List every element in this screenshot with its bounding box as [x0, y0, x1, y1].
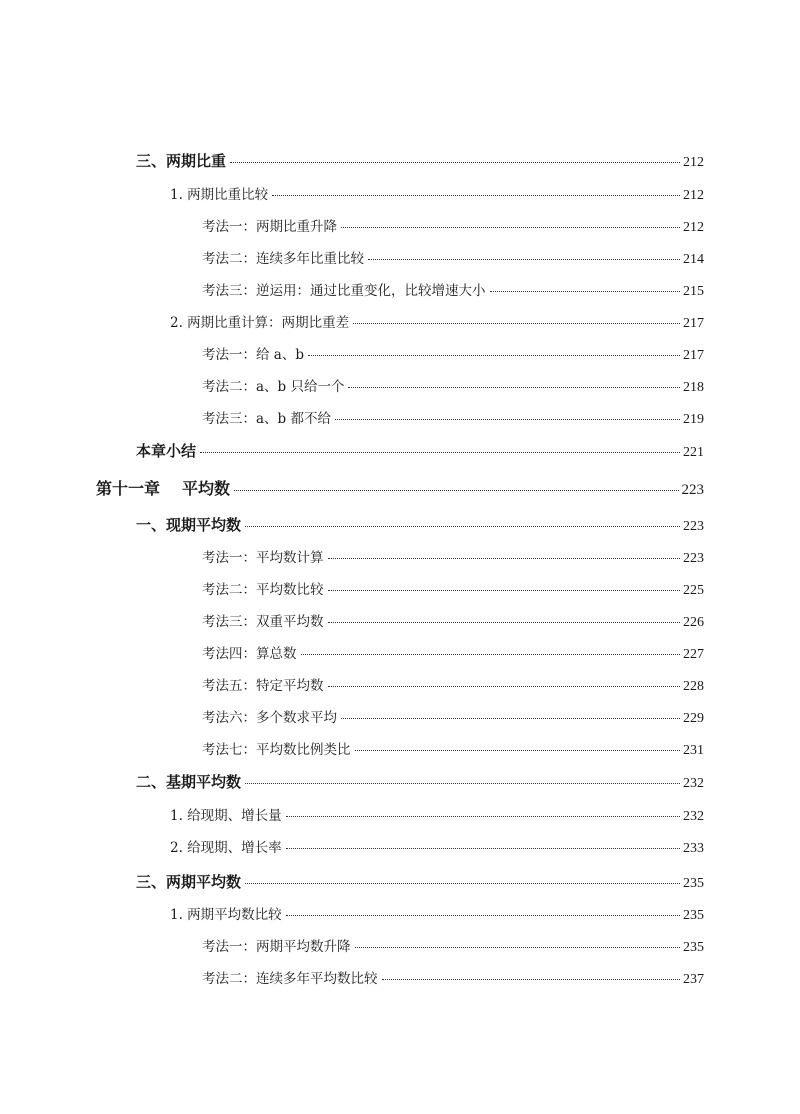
- toc-entry[interactable]: [170, 903, 704, 924]
- toc-entry[interactable]: [202, 642, 704, 663]
- toc-entry[interactable]: [202, 343, 704, 364]
- dot-leader: [355, 947, 681, 948]
- toc-entry[interactable]: [202, 674, 704, 695]
- toc-entry-label: 2. 两期比重计算：两期比重差: [170, 315, 350, 331]
- dot-leader: [490, 291, 681, 292]
- toc-entry-page: 215: [683, 284, 704, 299]
- dot-leader: [353, 323, 680, 324]
- toc-entry-page: 214: [683, 252, 704, 267]
- toc-entry-label: 考法一：平均数计算: [202, 550, 324, 566]
- toc-entry-page: 231: [683, 743, 704, 758]
- toc-entry-label: 考法三：逆运用：通过比重变化，比较增速大小: [202, 283, 486, 299]
- toc-entry[interactable]: [136, 871, 704, 892]
- dot-leader: [286, 848, 680, 849]
- toc-entry[interactable]: [202, 738, 704, 759]
- toc-entry[interactable]: [202, 546, 704, 567]
- toc-entry[interactable]: [202, 247, 704, 268]
- dot-leader: [328, 686, 681, 687]
- toc-entry-page: 212: [683, 220, 704, 235]
- toc-entry[interactable]: [170, 183, 704, 204]
- toc-entry-label: 考法一：给 a、b: [202, 347, 304, 363]
- dot-leader: [230, 162, 680, 163]
- toc-entry-label: 考法二：平均数比较: [202, 582, 324, 598]
- toc-entry-page: 225: [683, 583, 704, 598]
- toc-entry-label: 1. 给现期、增长量: [170, 808, 282, 824]
- toc-entry[interactable]: [136, 440, 704, 461]
- dot-leader: [348, 387, 680, 388]
- toc-entry-label: 考法六：多个数求平均: [202, 710, 337, 726]
- toc-entry-label: 2. 给现期、增长率: [170, 840, 282, 856]
- toc-entry-label: 1. 两期平均数比较: [170, 907, 282, 923]
- toc-entry-label: 考法一：两期平均数升降: [202, 939, 351, 955]
- toc-entry-label: 二、基期平均数: [136, 773, 242, 791]
- toc-entry-label: 考法三：a、b 都不给: [202, 411, 331, 427]
- dot-leader: [382, 979, 681, 980]
- toc-entry[interactable]: [136, 150, 704, 171]
- toc-entry-page: 223: [683, 519, 704, 534]
- toc-entry-page: 237: [683, 972, 704, 987]
- toc-entry-page: 235: [683, 876, 704, 891]
- dot-leader: [286, 816, 680, 817]
- toc-entry[interactable]: [202, 215, 704, 236]
- toc-entry[interactable]: [202, 706, 704, 727]
- toc-entry-label: 考法七：平均数比例类比: [202, 742, 351, 758]
- toc-entry-label: 考法四：算总数: [202, 646, 297, 662]
- toc-entry[interactable]: [202, 375, 704, 396]
- toc-entry-label: 考法一：两期比重升降: [202, 219, 337, 235]
- dot-leader: [286, 915, 680, 916]
- toc-entry[interactable]: [202, 967, 704, 988]
- dot-leader: [245, 883, 680, 884]
- dot-leader: [308, 355, 680, 356]
- toc-entry[interactable]: [136, 771, 704, 792]
- toc-entry[interactable]: [202, 407, 704, 428]
- toc-entry-page: 221: [683, 445, 704, 460]
- toc-entry-page: 232: [683, 809, 704, 824]
- toc-entry-label: 考法二：连续多年比重比较: [202, 251, 364, 267]
- toc-entry-page: 212: [683, 188, 704, 203]
- dot-leader: [328, 590, 681, 591]
- dot-leader: [355, 750, 681, 751]
- toc-entry-page: 235: [683, 940, 704, 955]
- dot-leader: [328, 558, 681, 559]
- dot-leader: [200, 452, 680, 453]
- toc-entry-page: 232: [683, 776, 704, 791]
- chapter-number: 第十一章: [96, 479, 161, 498]
- dot-leader: [272, 195, 680, 196]
- toc-entry-label: 考法三：双重平均数: [202, 614, 324, 630]
- chapter-title: 平均数: [182, 479, 231, 498]
- toc-entry-page: 227: [683, 647, 704, 662]
- dot-leader: [341, 227, 680, 228]
- dot-leader: [335, 419, 680, 420]
- toc-entry[interactable]: [170, 836, 704, 857]
- toc-entry-label: 三、两期比重: [136, 152, 227, 170]
- toc-entry-page: 217: [683, 348, 704, 363]
- toc-entry-page: 218: [683, 380, 704, 395]
- toc-entry-label: 三、两期平均数: [136, 873, 242, 891]
- toc-entry-page: 228: [683, 679, 704, 694]
- toc-entry-page: 235: [683, 908, 704, 923]
- toc-entry-page: 226: [683, 615, 704, 630]
- dot-leader: [245, 783, 680, 784]
- dot-leader: [234, 490, 678, 491]
- toc-entry-page: 217: [683, 316, 704, 331]
- toc-entry[interactable]: [202, 935, 704, 956]
- toc-entry[interactable]: [202, 610, 704, 631]
- toc-entry-label: 1. 两期比重比较: [170, 187, 269, 203]
- dot-leader: [328, 622, 681, 623]
- toc-entry-label: 本章小结: [136, 442, 197, 460]
- toc-entry[interactable]: [202, 578, 704, 599]
- toc-entry-label: 考法二：连续多年平均数比较: [202, 971, 378, 987]
- toc-entry-page: 223: [683, 551, 704, 566]
- toc-entry-label: 考法五：特定平均数: [202, 678, 324, 694]
- toc-entry-label: 一、现期平均数: [136, 516, 242, 534]
- dot-leader: [368, 259, 680, 260]
- dot-leader: [341, 718, 680, 719]
- toc-entry[interactable]: [170, 311, 704, 332]
- toc-entry-page: 223: [681, 482, 704, 498]
- chapter-heading: [96, 476, 230, 499]
- toc-entry-page: 212: [683, 155, 704, 170]
- toc-entry-page: 233: [683, 841, 704, 856]
- dot-leader: [245, 526, 680, 527]
- toc-chapter-entry[interactable]: [96, 476, 704, 499]
- toc-entry[interactable]: [170, 804, 704, 825]
- toc-entry[interactable]: [136, 514, 704, 535]
- toc-entry-page: 229: [683, 711, 704, 726]
- dot-leader: [301, 654, 681, 655]
- toc-entry-page: 219: [683, 412, 704, 427]
- toc-entry-label: 考法二：a、b 只给一个: [202, 379, 345, 395]
- toc-entry[interactable]: [202, 279, 704, 300]
